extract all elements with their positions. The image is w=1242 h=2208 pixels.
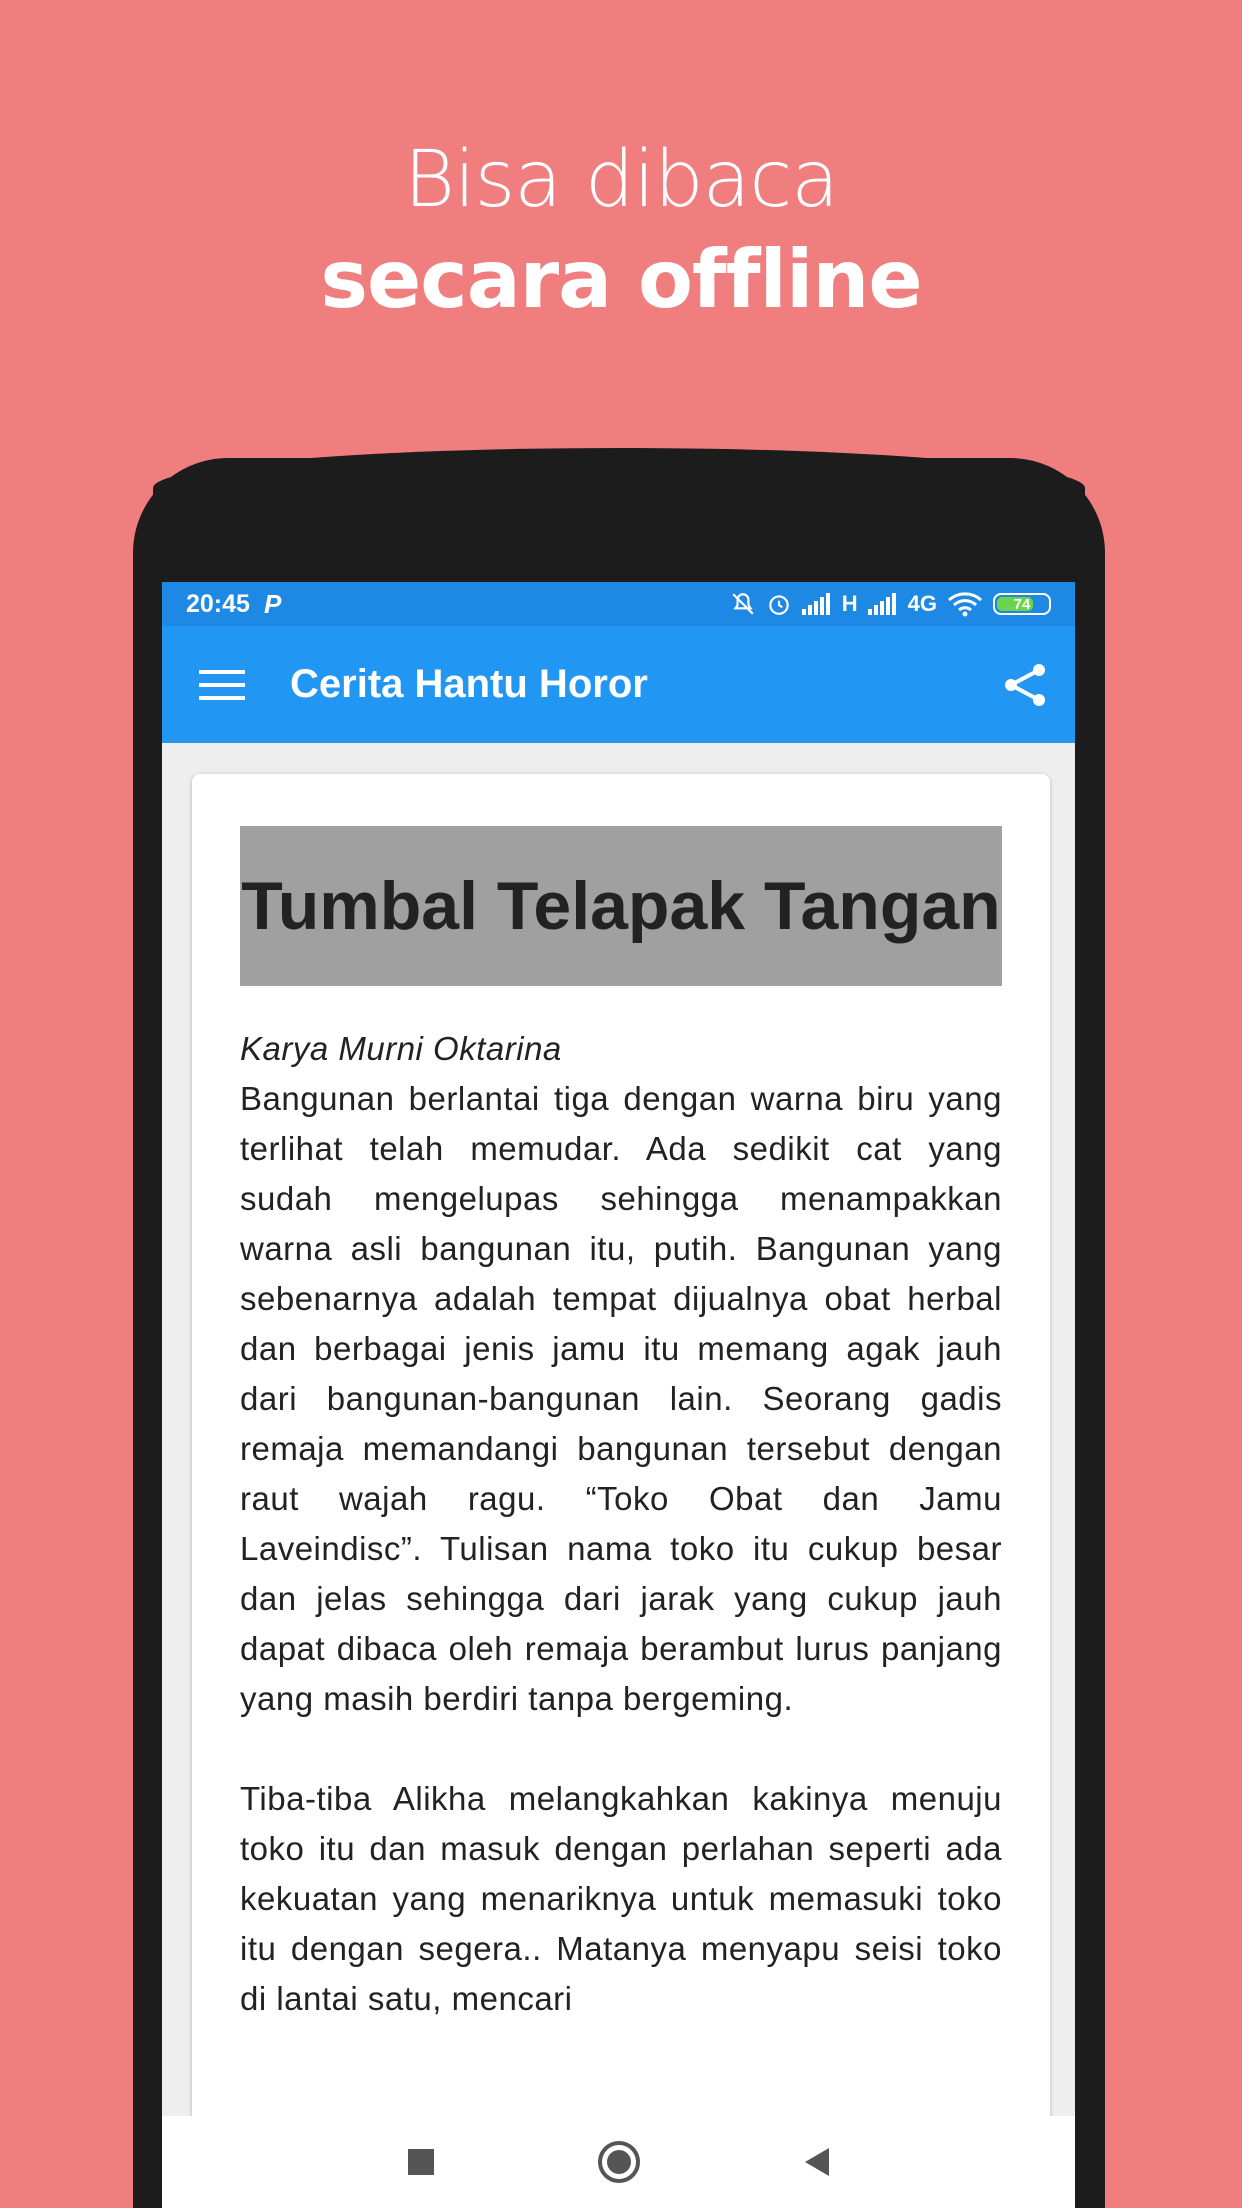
promo-line-1: Bisa dibaca <box>403 135 839 225</box>
signal-icon-2 <box>868 593 898 615</box>
status-bar <box>162 582 1075 626</box>
article-title-box <box>240 826 1002 986</box>
phone-screen <box>162 582 1075 2208</box>
signal-icon <box>802 593 832 615</box>
menu-button[interactable] <box>162 626 282 743</box>
recents-button[interactable] <box>397 2138 445 2186</box>
promo-headline <box>0 130 1242 330</box>
network-type-1: H <box>841 591 858 616</box>
back-triangle-icon <box>801 2146 833 2178</box>
wifi-icon <box>947 591 983 617</box>
promo-line-2: secara offline <box>320 233 922 326</box>
article-paragraph-2: Tiba-tiba Alikha melangkahkan kakinya menuju toko itu dan masuk dengan perlahan seperti ada kekuatan yang menariknya untuk memasuki toko itu dengan segera.. Matanya menyapu seisi toko di lantai satu, mencari <box>240 1780 1002 2017</box>
article-body <box>240 1024 1002 2024</box>
network-type-2: 4G <box>907 591 937 616</box>
battery-level: 74 <box>1013 595 1031 613</box>
system-nav-bar <box>162 2116 1075 2208</box>
article-title: Tumbal Telapak Tangan <box>241 868 1001 944</box>
share-icon <box>1001 661 1049 709</box>
home-circle-icon <box>597 2140 641 2184</box>
alarm-icon <box>766 591 792 617</box>
article-paragraph-1: Bangunan berlantai tiga dengan warna biru yang terlihat telah memudar. Ada sedikit cat yang sudah mengelupas sehingga menampakkan warna asli bangunan itu, putih. Bangunan yang sebenarnya adalah tempat dijualnya obat herbal dan berbagai jenis jamu itu memang agak jauh dari bangunan-bangunan lain. Seorang gadis remaja memandangi bangunan tersebut dengan raut wajah ragu. “Toko Obat dan Jamu Laveindisc”. Tulisan nama toko itu cukup besar dan jelas sehingga dari jarak yang cukup jauh dapat dibaca oleh remaja berambut lurus panjang yang masih berdiri tanpa bergeming. <box>240 1080 1002 1717</box>
app-bar <box>162 626 1075 743</box>
hamburger-icon <box>199 668 245 702</box>
status-time: 20:45 <box>186 589 250 618</box>
status-icons <box>730 591 1051 617</box>
p-notification-icon: P <box>263 588 282 619</box>
mute-bell-icon <box>730 591 756 617</box>
square-icon <box>406 2147 436 2177</box>
app-title: Cerita Hantu Horor <box>290 662 648 706</box>
battery-indicator <box>993 593 1051 615</box>
article-author: Karya Murni Oktarina <box>240 1030 562 1067</box>
home-button[interactable] <box>595 2138 643 2186</box>
back-button[interactable] <box>793 2138 841 2186</box>
share-button[interactable] <box>975 626 1075 743</box>
